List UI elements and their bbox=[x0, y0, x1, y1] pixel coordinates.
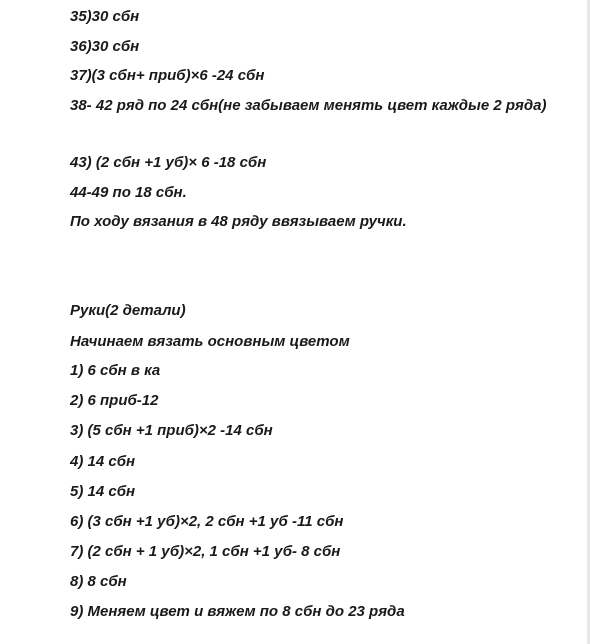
arm-row-2: 2) 6 приб-12 bbox=[70, 392, 159, 409]
section-intro: Начинаем вязать основным цветом bbox=[70, 333, 350, 350]
pattern-row-43: 43) (2 сбн +1 уб)× 6 -18 сбн bbox=[70, 154, 267, 171]
arm-row-8: 8) 8 сбн bbox=[70, 573, 127, 590]
pattern-note-handles: По ходу вязания в 48 ряду ввязываем ручки. bbox=[70, 213, 407, 230]
section-heading-arms: Руки(2 детали) bbox=[70, 302, 186, 319]
arm-row-1: 1) 6 сбн в ка bbox=[70, 362, 161, 379]
arm-row-6: 6) (3 сбн +1 уб)×2, 2 сбн +1 уб -11 сбн bbox=[70, 513, 344, 530]
pattern-rows-44-49: 44-49 по 18 сбн. bbox=[70, 184, 187, 201]
pattern-row-35: 35)30 сбн bbox=[70, 8, 140, 25]
pattern-row-37: 37)(3 сбн+ приб)×6 -24 сбн bbox=[70, 67, 265, 84]
pattern-row-36: 36)30 сбн bbox=[70, 38, 140, 55]
arm-row-4: 4) 14 сбн bbox=[70, 453, 136, 470]
pattern-rows-38-42: 38- 42 ряд по 24 сбн(не забываем менять цвет каждые 2 ряда) bbox=[70, 97, 547, 114]
arm-row-7: 7) (2 сбн + 1 уб)×2, 1 сбн +1 уб- 8 сбн bbox=[70, 543, 341, 560]
arm-row-9: 9) Меняем цвет и вяжем по 8 сбн до 23 ряда bbox=[70, 603, 405, 620]
arm-row-3: 3) (5 сбн +1 приб)×2 -14 сбн bbox=[70, 422, 273, 439]
arm-row-5: 5) 14 сбн bbox=[70, 483, 136, 500]
